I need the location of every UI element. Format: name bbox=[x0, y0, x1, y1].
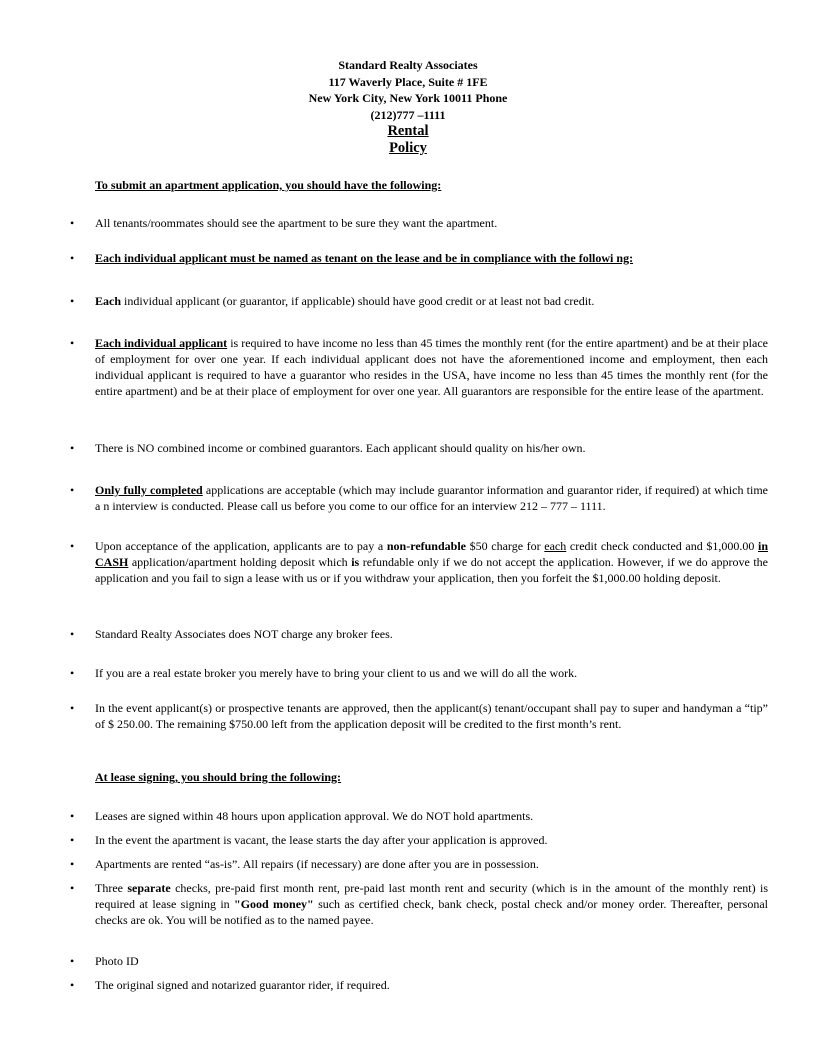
bullet: • bbox=[70, 881, 75, 895]
list-item-text bbox=[95, 335, 768, 399]
bullet: • bbox=[70, 627, 75, 641]
emphasis: each bbox=[544, 539, 567, 553]
list-item-text bbox=[95, 538, 768, 586]
list-item-text: Standard Realty Associates does NOT charge any broker fees. bbox=[95, 627, 393, 641]
list-item-text: If you are a real estate broker you merely have to bring your client to us and we will do all the work. bbox=[95, 666, 578, 680]
bullet: • bbox=[70, 954, 75, 968]
bullet: • bbox=[70, 294, 75, 308]
body-text: individual applicant (or guarantor, if applicable) should have good credit or at least not bad credit. bbox=[121, 294, 595, 308]
emphasis: is bbox=[351, 555, 360, 569]
list-item-text bbox=[95, 880, 768, 928]
list-item-text bbox=[95, 293, 768, 309]
list-item-text: The original signed and notarized guarantor rider, if required. bbox=[95, 978, 390, 992]
emphasis: Each individual applicant bbox=[95, 336, 228, 350]
company-name: Standard Realty Associates bbox=[338, 58, 478, 72]
list-item-text: All tenants/roommates should see the apartment to be sure they want the apartment. bbox=[95, 216, 498, 230]
bullet: • bbox=[70, 483, 75, 497]
document-title-line1: Rental bbox=[387, 123, 429, 139]
bullet: • bbox=[70, 216, 75, 230]
body-text: applications are acceptable (which may include guarantor information and guarantor rider, if required) at which time a n interview is conducted. Please call us before you come to our office for an interview 212 – 777 – 1111. bbox=[95, 483, 768, 513]
body-text: checks, pre-paid first month rent, pre-paid last month rent and security (which is in the amount of the monthly rent) is required at lease signing in bbox=[95, 881, 768, 911]
body-text: $50 charge for bbox=[466, 539, 545, 553]
letterhead bbox=[0, 57, 816, 123]
bullet: • bbox=[70, 539, 75, 553]
list-item-text: In the event the apartment is vacant, the lease starts the day after your application is approved. bbox=[95, 833, 548, 847]
document-title-line2: Policy bbox=[389, 140, 427, 156]
bullet: • bbox=[70, 251, 75, 265]
section-heading-lease-signing: At lease signing, you should bring the following: bbox=[95, 770, 342, 784]
emphasis: Only fully completed bbox=[95, 483, 203, 497]
company-city: New York City, New York 10011 Phone bbox=[308, 91, 508, 105]
emphasis: Each bbox=[95, 294, 122, 308]
list-item-text: Apartments are rented “as-is”. All repairs (if necessary) are done after you are in possession. bbox=[95, 857, 539, 871]
bullet: • bbox=[70, 978, 75, 992]
bullet: • bbox=[70, 833, 75, 847]
body-text: Three bbox=[95, 881, 128, 895]
body-text: such as certified check, bank check, postal check and/or money order. Thereafter, personal checks are ok. You will be notified as to the named payee. bbox=[95, 897, 769, 927]
bullet: • bbox=[70, 701, 75, 715]
bullet: • bbox=[70, 666, 75, 680]
emphasis: non-refundable bbox=[386, 539, 466, 553]
emphasis: in CASH bbox=[95, 539, 769, 569]
list-item-text: In the event applicant(s) or prospective tenants are approved, then the applicant(s) tenant/occupant shall pay to super and handyman a “tip” of $ 250.00. The remaining $750.00 left from the application deposit will be credited to the first month’s rent. bbox=[95, 701, 768, 731]
list-item-text: Each individual applicant must be named as tenant on the lease and be in compliance with the followi ng: bbox=[95, 251, 634, 265]
bullet: • bbox=[70, 857, 75, 871]
list-item-text bbox=[95, 482, 768, 514]
body-text: refundable only if we do not accept the application. However, if we do approve the application and you fail to sign a lease with us or if you withdraw your application, then you forfeit the $1,000.00 holding deposit. bbox=[95, 555, 768, 585]
emphasis: separate bbox=[127, 881, 171, 895]
body-text: Upon acceptance of the application, applicants are to pay a bbox=[95, 539, 387, 553]
bullet: • bbox=[70, 809, 75, 823]
company-address: 117 Waverly Place, Suite # 1FE bbox=[328, 74, 488, 89]
list-item-text: Leases are signed within 48 hours upon application approval. We do NOT hold apartments. bbox=[95, 809, 534, 823]
body-text: is required to have income no less than 45 times the monthly rent (for the entire apartment) and be at their place of employment for over one year. If each individual applicant does not have the aforementioned income and employment, then each individual applicant is required to have a guarantor who resides in the USA, have income no less than 45 times the monthly rent (for the entire apartment) and be at their place of employment for over one year. All guarantors are responsible for the entire lease of the apartment. bbox=[95, 336, 768, 398]
bullet: • bbox=[70, 441, 75, 455]
list-item-text: Photo ID bbox=[95, 954, 139, 968]
bullet: • bbox=[70, 336, 75, 350]
body-text: credit check conducted and $1,000.00 bbox=[566, 539, 758, 553]
emphasis: "Good money" bbox=[234, 897, 314, 911]
section-heading-application: To submit an apartment application, you should have the following: bbox=[95, 178, 442, 192]
list-item-text: There is NO combined income or combined guarantors. Each applicant should quality on his/her own. bbox=[95, 441, 586, 455]
body-text: application/apartment holding deposit which bbox=[128, 555, 352, 569]
company-phone: (212)777 –1111 bbox=[370, 107, 446, 122]
